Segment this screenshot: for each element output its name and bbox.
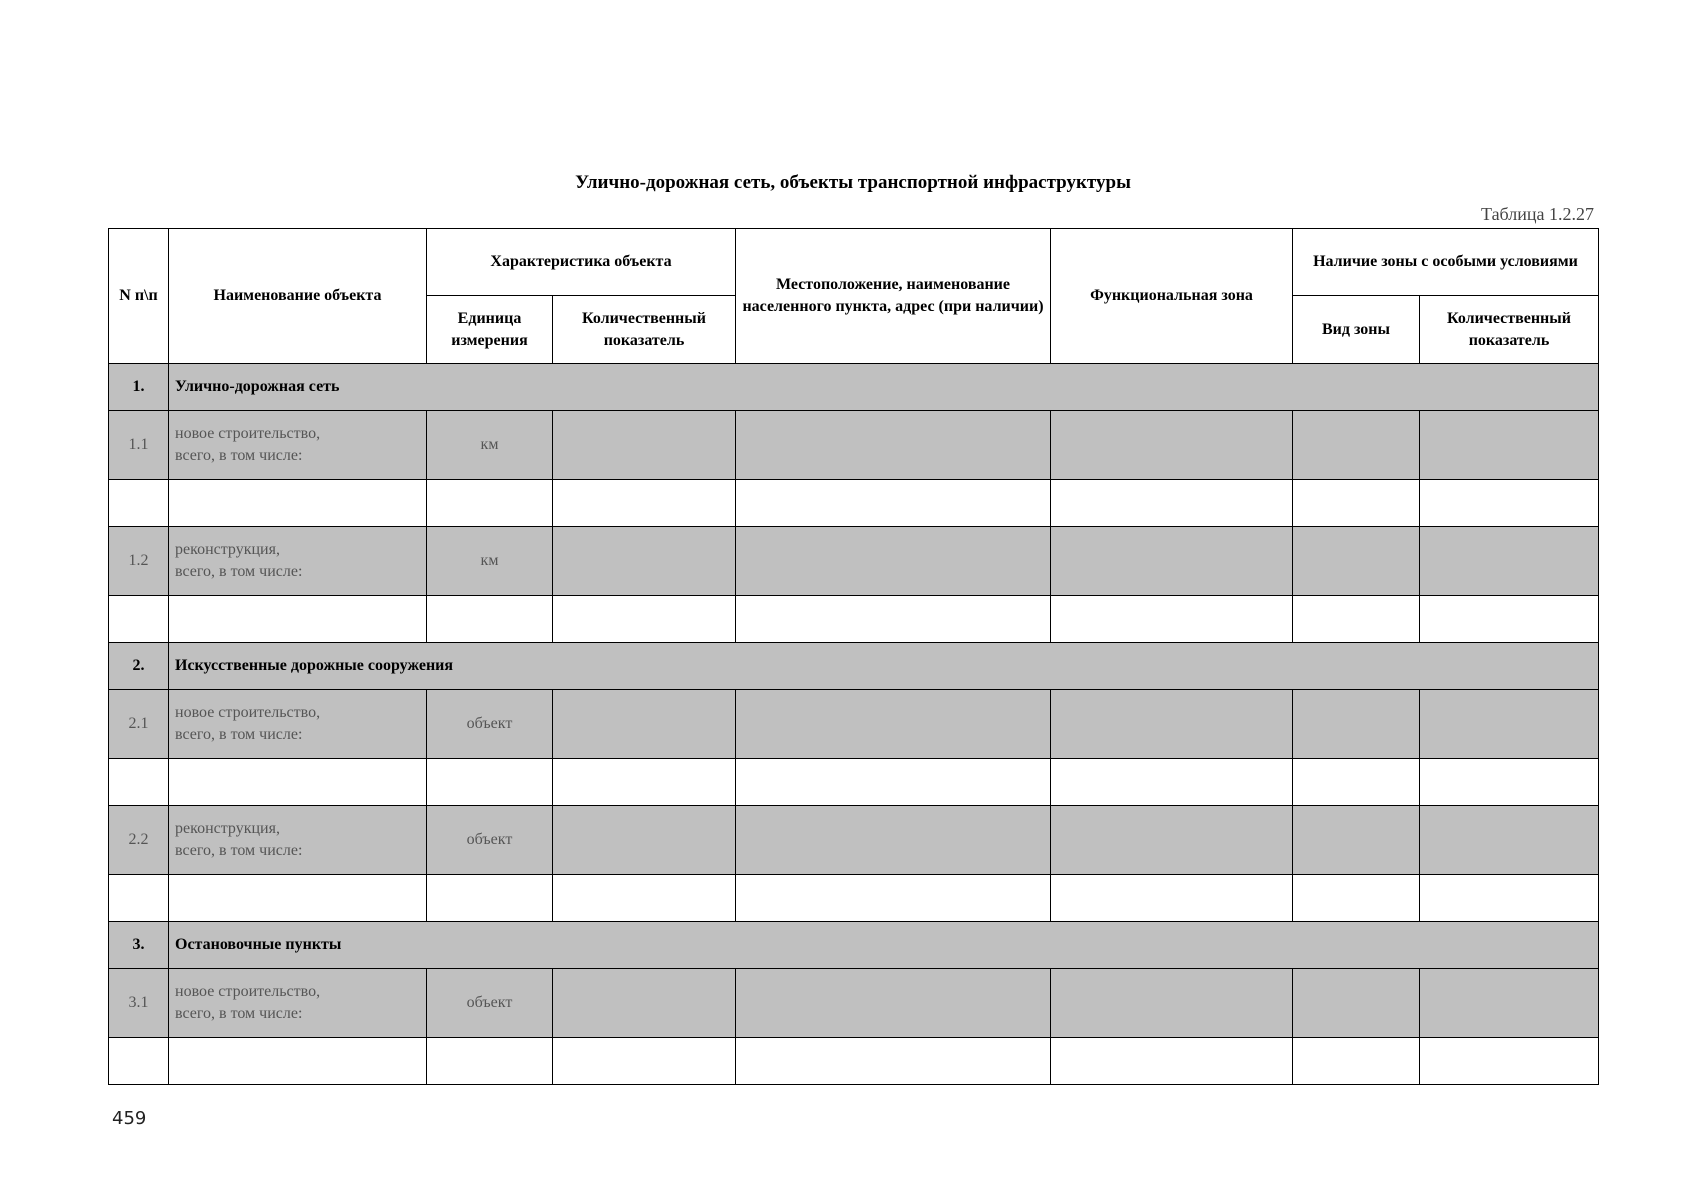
item-name [169, 806, 427, 875]
header-zone-quantity: Количественный показатель [1420, 296, 1599, 364]
header-name: Наименование объекта [169, 229, 427, 364]
page-title: Улично-дорожная сеть, объекты транспортной инфраструктуры [575, 172, 1131, 193]
item-number: 3.1 [109, 969, 169, 1038]
section-title: Искусственные дорожные сооружения [169, 643, 1599, 690]
item-quantity-cell [553, 969, 736, 1038]
table-body [109, 364, 1599, 1085]
item-row [109, 806, 1599, 875]
section-row [109, 364, 1599, 411]
header-unit: Единица измерения [427, 296, 553, 364]
header-quantity: Количественный показатель [553, 296, 736, 364]
item-zone-type-cell [1293, 969, 1420, 1038]
table-header [109, 229, 1599, 364]
header-num: N п\п [109, 229, 169, 364]
item-zone-type-cell [1293, 806, 1420, 875]
item-zone-type-cell [1293, 690, 1420, 759]
section-row [109, 643, 1599, 690]
item-number: 2.2 [109, 806, 169, 875]
item-zone-quantity-cell [1420, 411, 1599, 480]
item-quantity-cell [553, 806, 736, 875]
item-name-line1: новое строительство, [175, 425, 321, 442]
item-unit: км [427, 411, 553, 480]
header-characteristic: Характеристика объекта [427, 229, 736, 296]
section-number: 1. [109, 364, 169, 411]
item-zone-cell [1051, 690, 1293, 759]
item-unit: объект [427, 969, 553, 1038]
item-name-line2: всего, в том числе: [175, 447, 303, 464]
blank-row [109, 759, 1599, 806]
blank-row [109, 480, 1599, 527]
item-zone-quantity-cell [1420, 527, 1599, 596]
header-special-zone: Наличие зоны с особыми условиями [1293, 229, 1599, 296]
item-zone-quantity-cell [1420, 969, 1599, 1038]
item-zone-quantity-cell [1420, 690, 1599, 759]
item-name-line2: всего, в том числе: [175, 563, 303, 580]
item-number: 1.2 [109, 527, 169, 596]
item-number: 1.1 [109, 411, 169, 480]
item-name-line1: новое строительство, [175, 704, 321, 721]
header-zone-type: Вид зоны [1293, 296, 1420, 364]
table-number: Таблица 1.2.27 [1481, 204, 1594, 224]
item-name-line2: всего, в том числе: [175, 1005, 303, 1022]
item-name [169, 527, 427, 596]
item-name-line1: новое строительство, [175, 983, 321, 1000]
item-zone-type-cell [1293, 527, 1420, 596]
item-quantity-cell [553, 690, 736, 759]
item-row [109, 969, 1599, 1038]
header-location: Местоположение, наименование населенного пункта, адрес (при наличии) [736, 229, 1051, 364]
item-name [169, 690, 427, 759]
item-zone-cell [1051, 527, 1293, 596]
item-name-line2: всего, в том числе: [175, 726, 303, 743]
item-row [109, 527, 1599, 596]
item-quantity-cell [553, 411, 736, 480]
item-zone-type-cell [1293, 411, 1420, 480]
item-name-line1: реконструкция, [175, 541, 280, 558]
item-zone-quantity-cell [1420, 806, 1599, 875]
item-location-cell [736, 969, 1051, 1038]
section-number: 2. [109, 643, 169, 690]
item-number: 2.1 [109, 690, 169, 759]
item-name [169, 411, 427, 480]
section-title: Улично-дорожная сеть [169, 364, 1599, 411]
blank-row [109, 875, 1599, 922]
item-unit: объект [427, 690, 553, 759]
item-row [109, 690, 1599, 759]
item-zone-cell [1051, 806, 1293, 875]
header-functional-zone: Функциональная зона [1051, 229, 1293, 364]
item-name [169, 969, 427, 1038]
blank-row [109, 1038, 1599, 1085]
item-name-line2: всего, в том числе: [175, 842, 303, 859]
item-location-cell [736, 411, 1051, 480]
item-row [109, 411, 1599, 480]
page-number: 459 [112, 1108, 147, 1129]
infrastructure-table [108, 228, 1599, 1085]
item-zone-cell [1051, 969, 1293, 1038]
section-title: Остановочные пункты [169, 922, 1599, 969]
item-location-cell [736, 527, 1051, 596]
item-name-line1: реконструкция, [175, 820, 280, 837]
blank-row [109, 596, 1599, 643]
item-unit: объект [427, 806, 553, 875]
item-location-cell [736, 690, 1051, 759]
section-number: 3. [109, 922, 169, 969]
item-quantity-cell [553, 527, 736, 596]
item-unit: км [427, 527, 553, 596]
item-zone-cell [1051, 411, 1293, 480]
section-row [109, 922, 1599, 969]
item-location-cell [736, 806, 1051, 875]
